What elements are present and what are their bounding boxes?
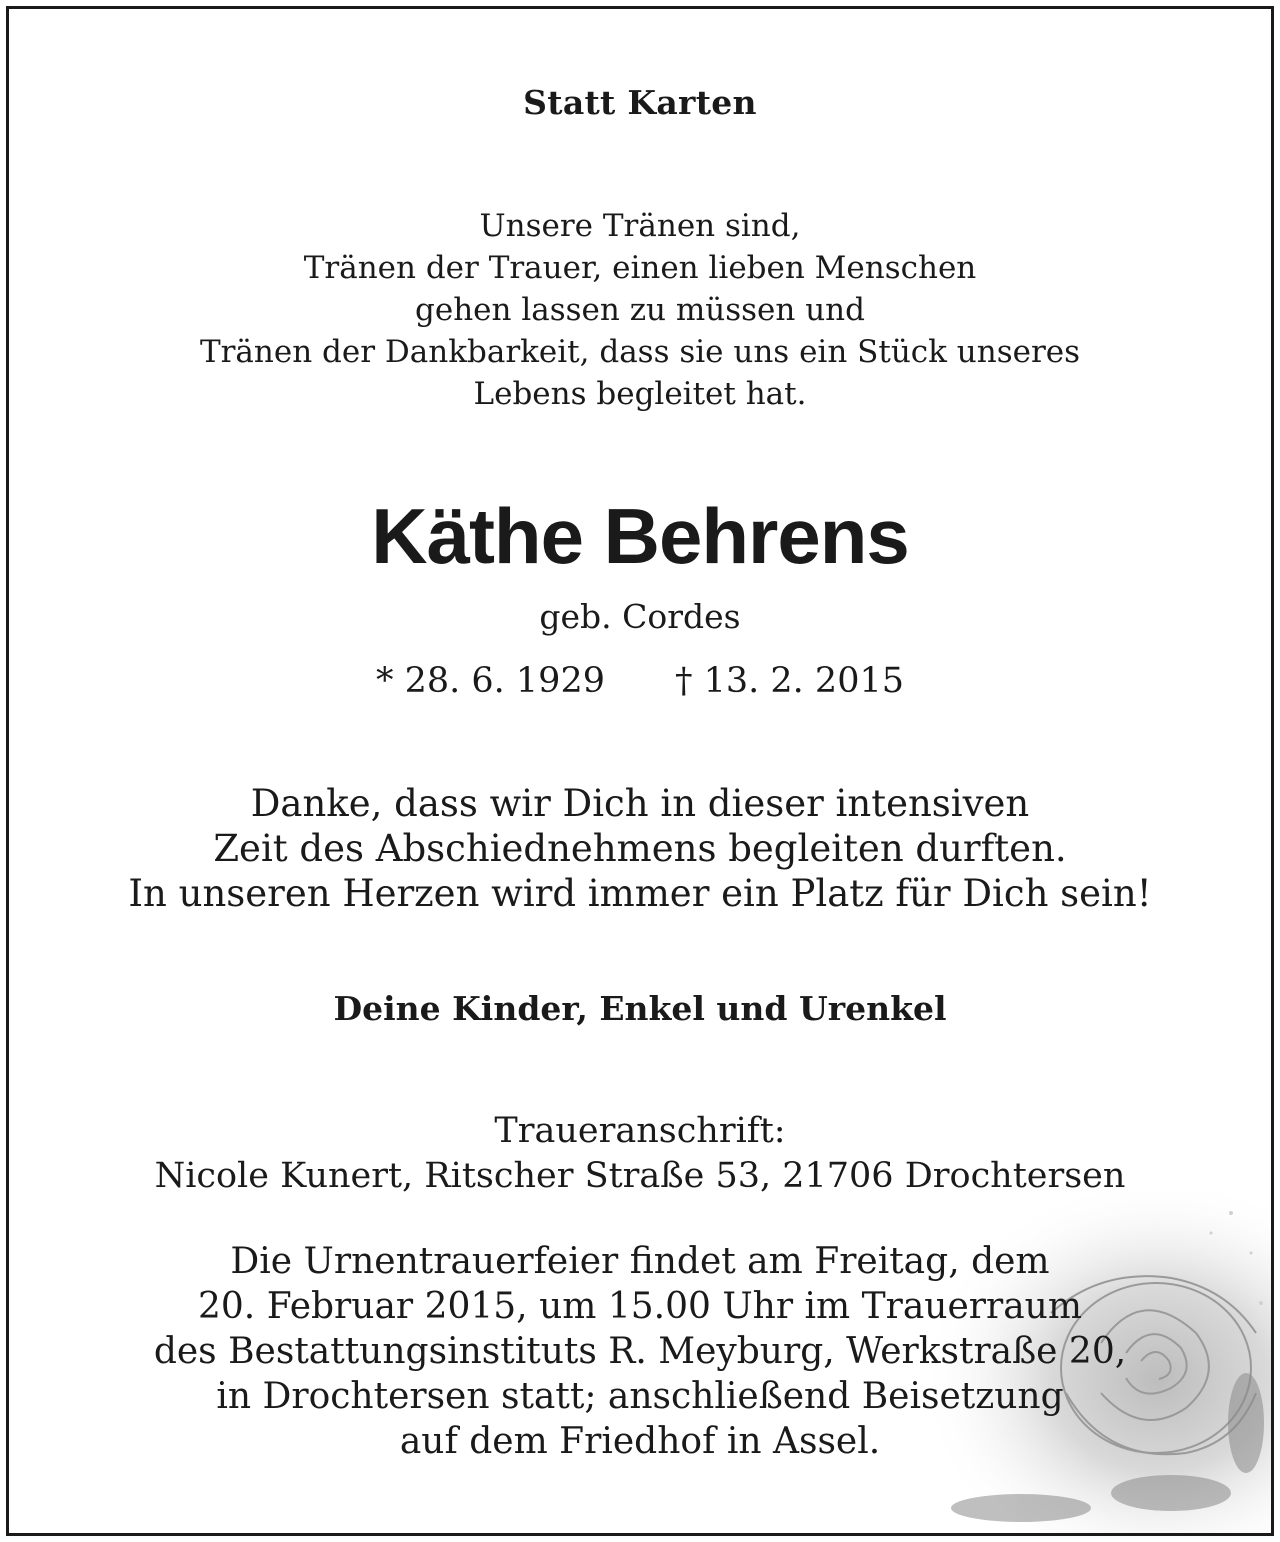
service-line: 20. Februar 2015, um 15.00 Uhr im Trauerraum: [198, 1286, 1082, 1327]
service-line: des Bestattungsinstituts R. Meyburg, Werkstraße 20,: [153, 1331, 1127, 1372]
address-label: Traueranschrift:: [494, 1111, 786, 1151]
thanks-line: In unseren Herzen wird immer ein Platz für Dich sein!: [128, 872, 1152, 915]
thanks-message: [9, 781, 1271, 916]
death-date: † 13. 2. 2015: [675, 661, 905, 701]
thanks-line: Danke, dass wir Dich in dieser intensiven: [250, 782, 1030, 825]
obituary-notice: [6, 6, 1274, 1536]
mourning-address: [9, 1109, 1271, 1199]
thanks-line: Zeit des Abschiednehmens begleiten durften.: [213, 827, 1067, 870]
family-signoff: Deine Kinder, Enkel und Urenkel: [333, 989, 947, 1028]
poem-line: gehen lassen zu müssen und: [415, 292, 865, 328]
poem-line: Tränen der Trauer, einen lieben Menschen: [303, 250, 977, 286]
header-statt-karten: Statt Karten: [523, 83, 757, 122]
deceased-name: Käthe Behrens: [371, 492, 909, 580]
birth-date: * 28. 6. 1929: [375, 661, 605, 701]
service-line: auf dem Friedhof in Assel.: [399, 1421, 881, 1462]
maiden-name: geb. Cordes: [539, 597, 741, 636]
poem-line: Unsere Tränen sind,: [479, 208, 801, 244]
service-line: Die Urnentrauerfeier findet am Freitag, dem: [230, 1241, 1050, 1282]
service-line: in Drochtersen statt; anschließend Beisetzung: [216, 1376, 1064, 1417]
poem-line: Tränen der Dankbarkeit, dass sie uns ein Stück unseres: [199, 334, 1081, 370]
address-line: Nicole Kunert, Ritscher Straße 53, 21706 Drochtersen: [154, 1156, 1126, 1196]
poem-line: Lebens begleitet hat.: [473, 376, 807, 412]
life-dates: [9, 661, 1271, 701]
poem: [9, 205, 1271, 415]
service-details: [9, 1239, 1271, 1464]
